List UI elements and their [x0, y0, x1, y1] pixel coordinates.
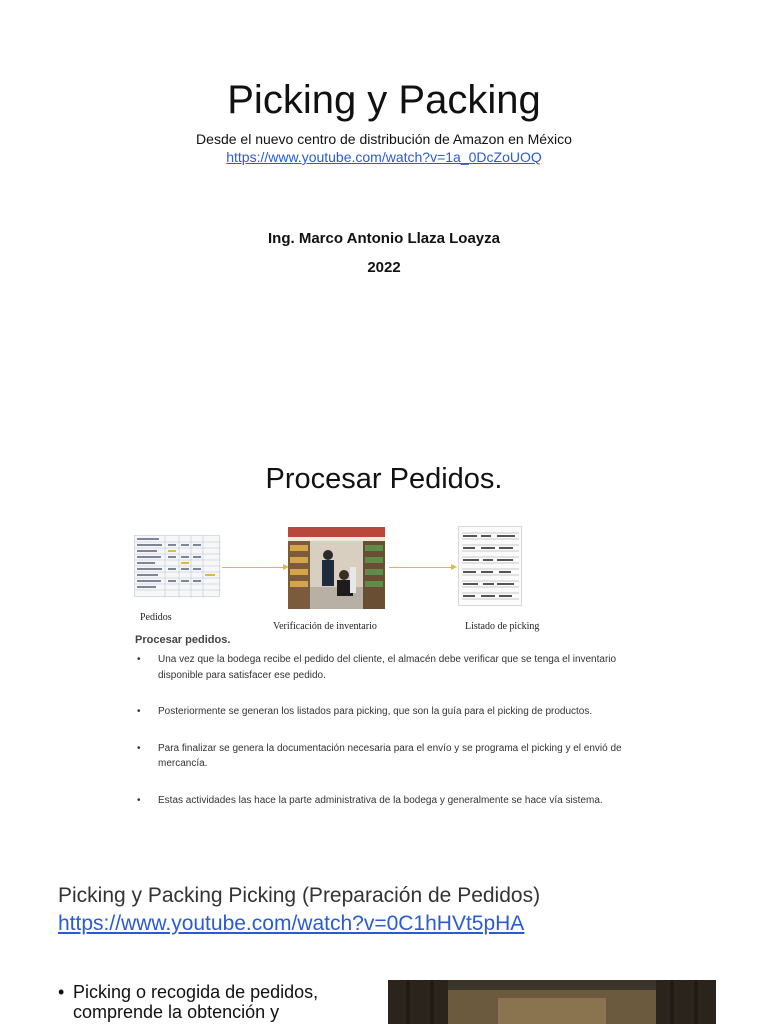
- year: 2022: [367, 259, 401, 276]
- store-inventory-photo: [288, 527, 385, 609]
- process-bullet-list: [135, 652, 635, 829]
- author-name: Ing. Marco Antonio Llaza Loayza: [268, 230, 500, 247]
- bullet-item: • Estas actividades las hace la parte administrativa de la bodega y generalmente se hace vía sistema.: [135, 793, 635, 809]
- bullet-item: • Posteriormente se generan los listados para picking, que son la guía para el picking de productos.: [135, 704, 635, 720]
- warehouse-photo: [388, 980, 716, 1024]
- bullet-item: • Para finalizar se genera la documentación necesaria para el envío y se programa el picking y el envió de mercancía.: [135, 741, 635, 772]
- slide-title: Picking y Packing: [227, 78, 541, 122]
- process-heading: Procesar pedidos.: [135, 634, 231, 646]
- orders-table-image: [134, 535, 220, 597]
- bullet-item: • Picking o recogida de pedidos, comprende la obtención y: [58, 982, 368, 1022]
- flow-label-verificacion: Verificación de inventario: [273, 621, 377, 632]
- slide-title-picking: Picking y Packing Picking (Preparación de Pedidos): [58, 884, 541, 907]
- youtube-link[interactable]: https://www.youtube.com/watch?v=0C1hHVt5pHA: [58, 912, 525, 935]
- youtube-link[interactable]: https://www.youtube.com/watch?v=1a_0DcZoUOQ: [226, 149, 542, 165]
- flow-label-pedidos: Pedidos: [140, 612, 172, 623]
- bullet-item: • Una vez que la bodega recibe el pedido del cliente, el almacén debe verificar que se tenga el inventario disponible para satisfacer ese pedido.: [135, 652, 635, 683]
- slide-subtitle: Desde el nuevo centro de distribución de Amazon en México: [196, 131, 572, 147]
- flow-arrow: [389, 567, 452, 568]
- flow-label-listado: Listado de picking: [465, 621, 540, 632]
- flow-arrow: [222, 567, 284, 568]
- section-title: Procesar Pedidos.: [265, 463, 503, 495]
- picking-list-image: [458, 526, 522, 606]
